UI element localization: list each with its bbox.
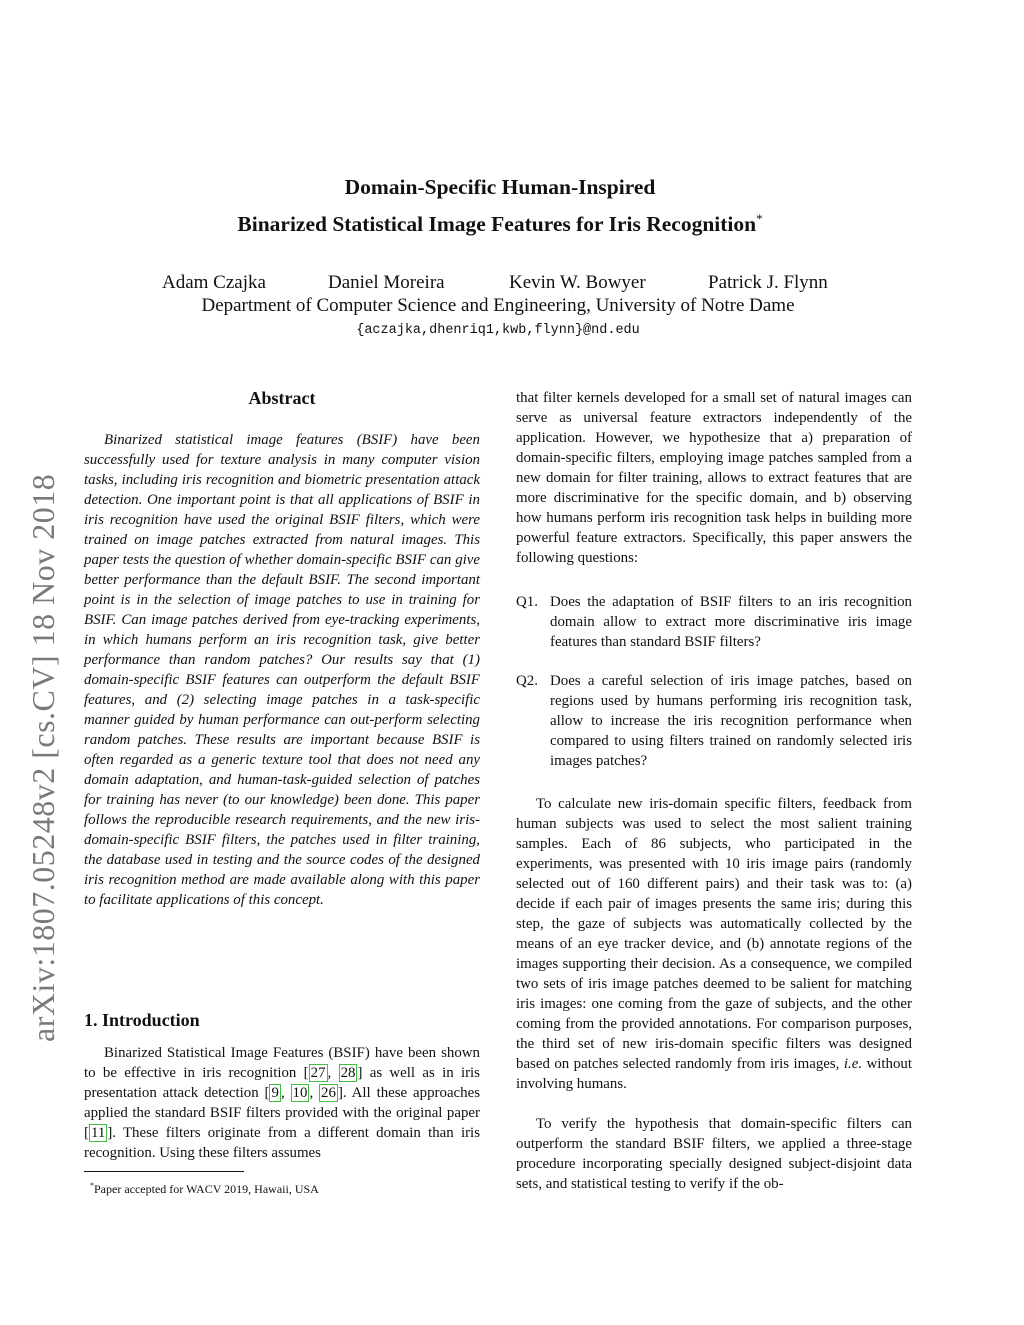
citation-link[interactable]: 27 — [310, 1065, 326, 1081]
paper-title — [0, 172, 1000, 240]
citation-separator: , — [309, 1085, 320, 1101]
title-line-2-text: Binarized Statistical Image Features for Iris Recognition — [237, 212, 757, 237]
affiliation: Department of Computer Science and Engineering, University of Notre Dame — [201, 295, 795, 316]
paragraph-text: To calculate new iris-domain specific filters, feedback from human subjects was used to select the most salient training samples. Each of 86 subjects, who participated in the experiments, was presented with 10 iris image pairs (randomly selected out of 160 different pairs) and their task was to: (a) decide if each pair of images presents the same iris; during this step, the gaze of subjects was automatically collected by the means of an eye tracker device, and (b) annotate regions of the images supporting their decision. As a consequence, we compiled two sets of iris image patches deemed to be salient for matching iris images: one coming from the gaze of subjects, and the other coming from the provided annotations. For comparison purposes, the third set of new iris-domain specific filters was designed based on patches selected randomly from iris images, — [516, 796, 912, 1072]
citation-link[interactable]: 11 — [90, 1125, 106, 1141]
citation-link[interactable]: 26 — [321, 1085, 336, 1101]
footnote — [90, 1178, 319, 1197]
citation-link[interactable]: 28 — [340, 1065, 356, 1081]
footnote-text: Paper accepted for WACV 2019, Hawaii, USA — [94, 1182, 319, 1196]
author-name: Daniel Moreira — [328, 272, 445, 293]
author-name: Adam Czajka — [162, 272, 266, 293]
footnote-divider — [84, 1171, 244, 1172]
question-item-q1 — [516, 592, 912, 652]
question-item-q2 — [516, 671, 912, 771]
title-line-2 — [0, 203, 1000, 240]
question-text: Does a careful selection of iris image patches, based on regions used by humans performing iris recognition task, allow to increase the iris recognition performance when compared to using filters trained on randomly selected iris images patches? — [550, 673, 912, 769]
paragraph-text: without involving humans. — [516, 1056, 912, 1092]
title-line-1: Domain-Specific Human-Inspired — [344, 175, 656, 199]
introduction-paragraph — [84, 1043, 480, 1163]
intro-text: ] as well as in iris presentation attack detection [ — [84, 1065, 480, 1101]
author-emails: {aczajka,dhenriq1,kwb,flynn}@nd.edu — [356, 323, 640, 338]
abstract-heading: Abstract — [248, 388, 316, 408]
citation-separator: , — [280, 1085, 291, 1101]
question-label: Q1. — [516, 594, 538, 610]
right-column-paragraph-3: To verify the hypothesis that domain-specific filters can outperform the standard BSIF filters, we applied a three-stage procedure incorporating specially designed subject-disjoint data sets, and statistical testing to verify if the ob- — [516, 1116, 912, 1192]
intro-text: Binarized Statistical Image Features (BSIF) have been shown to be effective in iris recognition [ — [84, 1045, 480, 1081]
intro-text: ]. All these approaches applied the standard BSIF filters provided with the original paper [ — [84, 1085, 481, 1141]
intro-text: ]. These filters originate from a different domain than iris recognition. Using these filters assumes — [84, 1125, 480, 1161]
section-heading-introduction: 1. Introduction — [84, 1010, 200, 1030]
author-name: Patrick J. Flynn — [708, 272, 828, 293]
right-column-paragraph-1: that filter kernels developed for a small set of natural images can serve as universal feature extractors independently of the application. However, we hypothesize that a) preparation of domain-specific filters, employing image patches sampled from a new domain for filter training, allows to extract features that are more discriminative for the specific domain, and b) observing how humans perform iris recognition task helps in building more powerful feature extractors. Specifically, this paper answers the following questions: — [516, 390, 912, 566]
ie-abbreviation: i.e. — [843, 1056, 863, 1072]
citation-link[interactable]: 9 — [271, 1085, 279, 1101]
author-name: Kevin W. Bowyer — [509, 272, 646, 293]
arxiv-identifier-stamp: arXiv:1807.05248v2 [cs.CV] 18 Nov 2018 — [25, 473, 61, 1042]
question-label: Q2. — [516, 673, 538, 689]
question-text: Does the adaptation of BSIF filters to an iris recognition domain allow to extract more discriminative iris image features than standard BSIF filters? — [550, 594, 912, 650]
abstract-text: Binarized statistical image features (BSIF) have been successfully used for texture analysis in many computer vision tasks, including iris recognition and biometric presentation attack detection. One important point is that all applications of BSIF in iris recognition have used the original BSIF filters, which were trained on image patches extracted from natural images. This paper tests the question of whether domain-specific BSIF can give better performance than the default BSIF. The second important point is in the selection of image patches to use in training for BSIF. Can image patches derived from eye-tracking experiments, in which humans perform an iris recognition task, give better performance than random patches? Our results say that (1) domain-specific BSIF features can outperform the default BSIF features, and (2) selecting image patches in a task-specific manner guided by human performance can out-perform selecting random patches. These results are important because BSIF is often regarded as a generic texture tool that does not need any domain adaptation, and human-task-guided selection of patches for training has never (to our knowledge) been done. This paper follows the reproducible research requirements, and the new iris-domain-specific BSIF filters, the patches used in filter training, the database used in testing and the source codes of the designed iris recognition method are made available along with this paper to facilitate applications of this concept. — [84, 432, 480, 908]
footnote-mark: * — [90, 1181, 94, 1190]
citation-separator: , — [327, 1065, 339, 1081]
citation-link[interactable]: 10 — [292, 1085, 308, 1101]
right-column-paragraph-2 — [516, 794, 912, 1094]
title-footnote-mark: * — [756, 211, 763, 226]
